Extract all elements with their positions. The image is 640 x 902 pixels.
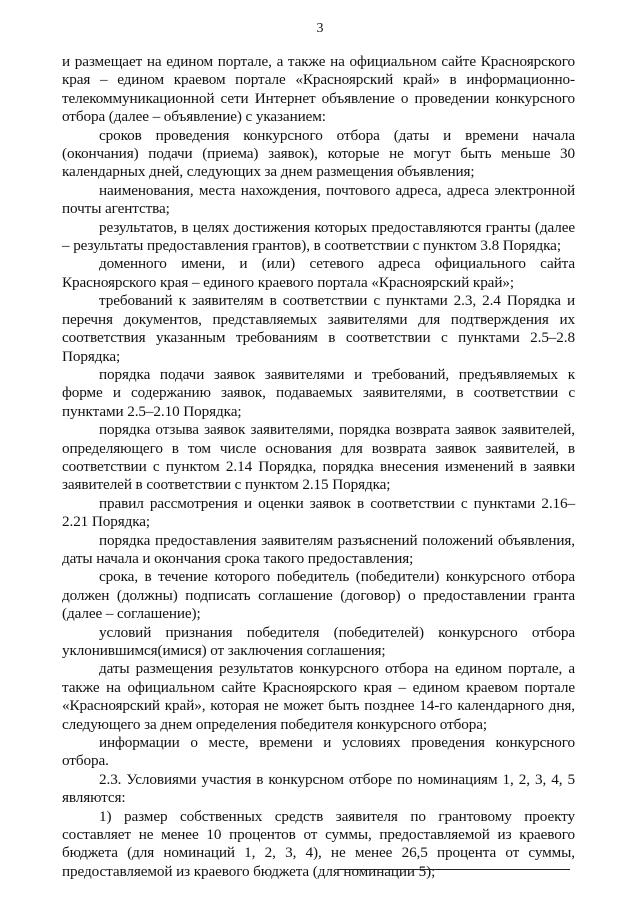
paragraph-application-procedure: порядка подачи заявок заявителями и требований, предъявляемых к форме и содержанию заявок, подаваемых заявителями, в соответствии с пунктами 2.5–2.10 Порядка; — [62, 365, 575, 420]
page-number: 3 — [316, 21, 324, 36]
paragraph-venue-info: информации о месте, времени и условиях проведения конкурсного отбора. — [62, 734, 575, 770]
paragraph-condition-1: 1) размер собственных средств заявителя по грантовому проекту составляет не менее 10 процентов от суммы, предоставляемой из краевого бюджета (для номинаций 1, 2, 3, 4), не менее 26,5 процента от суммы, предоставляемой из краевого бюджета (для номинации 5); — [62, 807, 575, 880]
paragraph-agency-details: наименования, места нахождения, почтового адреса, адреса электронной почты агентства; — [62, 181, 575, 218]
paragraph-continuation: и размещает на едином портале, а также на официальном сайте Красноярского края – едином краевом портале «Красноярский край» в информационно-телекоммуникационной сети Интернет объявление о проведении конкурсного отбора (далее – объявление) с указанием: — [62, 53, 575, 126]
paragraph-withdrawal-procedure: порядка отзыва заявок заявителями, порядка возврата заявок заявителей, определяющего в том числе основания для возврата заявок заявителей, в соответствии с пунктом 2.14 Порядка, порядка внесения изменений в заявки заявителей в соответствии с пунктом 2.15 Порядка; — [62, 421, 575, 494]
footer-rule — [338, 869, 570, 870]
paragraph-section-2-3: 2.3. Условиями участия в конкурсном отборе по номинациям 1, 2, 3, 4, 5 являются: — [62, 770, 575, 807]
paragraph-results-publication: даты размещения результатов конкурсного отбора на едином портале, а также на официальном сайте Красноярского края – едином краевом портале «Красноярский край», которая не может быть позднее 14-го календарного дня, следующего за днем определения победителя конкурсного отбора; — [62, 660, 575, 733]
paragraph-deadlines: сроков проведения конкурсного отбора (даты и времени начала (окончания) подачи (приема) заявок), которые не могут быть меньше 30 календарных дней, следующих за днем размещения объявления; — [62, 126, 575, 181]
paragraph-evasion-conditions: условий признания победителя (победителей) конкурсного отбора уклонившимся(имися) от заключения соглашения; — [62, 623, 575, 659]
paragraph-domain-name: доменного имени, и (или) сетевого адреса официального сайта Красноярского края – единого краевого портала «Красноярский край»; — [62, 255, 575, 291]
paragraph-agreement-term: срока, в течение которого победитель (победители) конкурсного отбора должен (должны) подписать соглашение (договор) о предоставлении гранта (далее – соглашение); — [62, 568, 575, 623]
paragraph-review-rules: правил рассмотрения и оценки заявок в соответствии с пунктами 2.16–2.21 Порядка; — [62, 494, 575, 531]
paragraph-clarifications: порядка предоставления заявителям разъяснений положений объявления, даты начала и окончания срока такого предоставления; — [62, 531, 575, 567]
paragraph-grant-results: результатов, в целях достижения которых предоставляются гранты (далее – результаты предоставления грантов), в соответствии с пунктом 3.8 Порядка; — [62, 218, 575, 255]
document-body — [62, 53, 575, 881]
paragraph-applicant-requirements: требований к заявителям в соответствии с пунктами 2.3, 2.4 Порядка и перечня документов, представляемых заявителями для подтверждения их соответствия указанным требованиям в соответствии с пунктами 2.5–2.8 Порядка; — [62, 292, 575, 365]
